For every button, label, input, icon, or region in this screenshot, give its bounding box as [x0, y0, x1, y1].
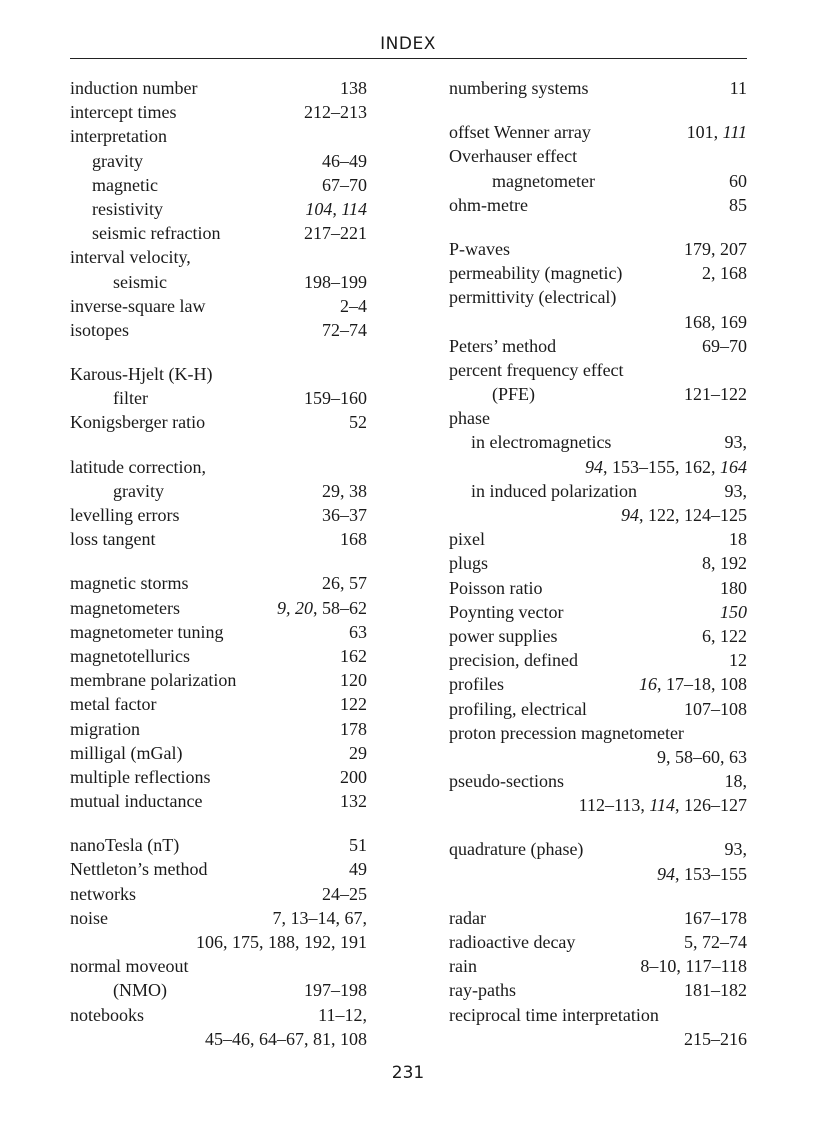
index-term: metal factor — [70, 694, 157, 715]
running-header: INDEX — [380, 34, 436, 54]
index-entry — [449, 358, 747, 382]
index-pages: 106, 175, 188, 192, 191 — [196, 932, 367, 952]
index-pages: 46–49 — [322, 150, 367, 171]
index-pages: 168, 169 — [684, 311, 747, 332]
index-entry — [449, 120, 747, 144]
section-gap — [449, 886, 747, 906]
index-entry-continued — [449, 169, 747, 193]
index-pages: 198–199 — [304, 271, 367, 292]
index-subentry — [449, 430, 747, 454]
index-entry — [449, 624, 747, 648]
index-pages: 94, 122, 124–125 — [621, 505, 747, 525]
index-pages: 159–160 — [304, 388, 367, 409]
index-entry — [449, 648, 747, 672]
index-entry — [449, 1003, 747, 1027]
index-pages: 181–182 — [684, 980, 747, 1001]
index-entry — [70, 833, 367, 857]
index-entry — [70, 362, 367, 386]
index-pages: 94, 153–155 — [657, 863, 747, 884]
index-entry — [70, 882, 367, 906]
index-entry — [449, 978, 747, 1002]
index-pages: 51 — [349, 835, 367, 856]
index-term: P-waves — [449, 238, 510, 259]
index-pages: 94, 153–155, 162, 164 — [585, 456, 747, 477]
index-subentry — [70, 197, 367, 221]
index-pages: 107–108 — [684, 698, 747, 719]
index-entry — [449, 721, 747, 745]
index-entry — [70, 644, 367, 668]
index-term: membrane polarization — [70, 670, 237, 691]
index-pages: 9, 20, 58–62 — [277, 597, 367, 618]
index-pages: 24–25 — [322, 883, 367, 904]
index-entry — [449, 334, 747, 358]
index-pages: 18, — [724, 771, 747, 792]
index-entry — [70, 527, 367, 551]
index-entry — [70, 741, 367, 765]
index-pages: 45–46, 64–67, 81, 108 — [205, 1028, 367, 1049]
index-term: loss tangent — [70, 529, 156, 550]
index-term: reciprocal time interpretation — [449, 1004, 659, 1025]
index-pages: 69–70 — [702, 335, 747, 356]
index-term: power supplies — [449, 625, 558, 646]
index-term: nanoTesla (nT) — [70, 835, 180, 856]
index-term: multiple reflections — [70, 766, 211, 787]
index-subentry — [70, 173, 367, 197]
index-entry — [70, 954, 367, 978]
index-term: magnetometer tuning — [70, 621, 224, 642]
index-term: noise — [70, 907, 108, 928]
index-term: interval velocity, — [70, 247, 191, 268]
index-pages-continued — [449, 1027, 747, 1051]
index-entry-continued — [70, 978, 367, 1002]
index-term: networks — [70, 883, 136, 904]
index-subentry — [449, 479, 747, 503]
index-entry — [70, 410, 367, 434]
index-term: resistivity — [92, 198, 163, 219]
index-term: normal moveout — [70, 956, 189, 977]
index-pages: 132 — [340, 791, 367, 812]
index-pages: 5, 72–74 — [684, 932, 747, 952]
index-entry — [449, 954, 747, 978]
index-pages: 7, 13–14, 67, — [272, 907, 367, 928]
section-gap — [70, 813, 367, 833]
index-pages: 52 — [349, 412, 367, 433]
index-pages: 93, — [724, 432, 747, 453]
index-pages: 36–37 — [322, 505, 367, 525]
index-entry — [449, 261, 747, 285]
index-pages-continued — [70, 1027, 367, 1051]
index-entry — [70, 571, 367, 595]
index-pages: 122 — [340, 694, 367, 715]
index-entry — [449, 930, 747, 954]
index-pages: 121–122 — [684, 384, 747, 405]
index-pages: 29 — [349, 742, 367, 763]
index-pages: 93, — [724, 839, 747, 860]
index-entry — [70, 245, 367, 269]
index-entry — [449, 906, 747, 930]
index-pages: 2, 168 — [702, 263, 747, 284]
index-entry — [70, 765, 367, 789]
section-gap — [449, 217, 747, 237]
index-pages-continued — [70, 930, 367, 954]
index-pages: 26, 57 — [322, 573, 367, 594]
index-pages: 63 — [349, 621, 367, 642]
index-term: in induced polarization — [471, 480, 637, 501]
index-subentry — [70, 221, 367, 245]
index-term: pixel — [449, 529, 485, 550]
index-term: numbering systems — [449, 78, 589, 98]
index-pages: 197–198 — [304, 980, 367, 1001]
index-term: proton precession magnetometer — [449, 722, 684, 743]
index-term: quadrature (phase) — [449, 839, 584, 860]
index-term: Karous-Hjelt (K-H) — [70, 364, 213, 385]
index-entry — [449, 600, 747, 624]
index-term: milligal (mGal) — [70, 742, 183, 763]
index-pages: 104, 114 — [305, 198, 367, 219]
index-pages: 60 — [729, 170, 747, 191]
index-term: Peters’ method — [449, 335, 557, 356]
header-rule — [70, 58, 747, 59]
index-term: latitude correction, — [70, 456, 206, 477]
index-entry — [449, 697, 747, 721]
index-term: (PFE) — [492, 384, 536, 405]
index-term: isotopes — [70, 319, 130, 340]
index-entry — [70, 789, 367, 813]
index-pages: 8–10, 117–118 — [640, 956, 747, 977]
index-column-left — [70, 76, 367, 1051]
index-entry — [70, 668, 367, 692]
index-entry — [70, 455, 367, 479]
index-pages: 93, — [724, 480, 747, 501]
index-term: in electromagnetics — [471, 432, 612, 453]
index-entry — [449, 76, 747, 100]
index-entry — [70, 906, 367, 930]
section-gap — [70, 551, 367, 571]
index-entry-continued — [70, 270, 367, 294]
page-number: 231 — [391, 1063, 425, 1083]
index-term: offset Wenner array — [449, 122, 591, 143]
section-gap — [449, 817, 747, 837]
index-term: precision, defined — [449, 650, 578, 671]
index-term: magnetometer — [492, 170, 595, 191]
index-term: (NMO) — [113, 980, 167, 1001]
index-term: magnetic storms — [70, 573, 189, 594]
index-entry — [449, 769, 747, 793]
index-entry — [70, 294, 367, 318]
index-term: magnetotellurics — [70, 645, 190, 666]
index-term: notebooks — [70, 1004, 144, 1025]
index-pages: 18 — [729, 529, 747, 550]
index-pages: 120 — [340, 670, 367, 691]
index-entry — [449, 193, 747, 217]
index-pages: 112–113, 114, 126–127 — [578, 795, 747, 816]
index-term: Nettleton’s method — [70, 859, 208, 880]
index-pages: 179, 207 — [684, 238, 747, 259]
section-gap — [70, 435, 367, 455]
index-pages-continued — [449, 455, 747, 479]
index-entry — [70, 857, 367, 881]
index-pages-continued — [449, 793, 747, 817]
index-term: radioactive decay — [449, 932, 576, 952]
index-term: mutual inductance — [70, 791, 203, 812]
index-pages: 162 — [340, 645, 367, 666]
index-entry — [449, 237, 747, 261]
index-pages: 101, 111 — [686, 122, 747, 143]
index-term: pseudo-sections — [449, 771, 564, 792]
index-term: seismic refraction — [92, 223, 221, 244]
index-term: profiles — [449, 674, 504, 695]
index-entry — [70, 1003, 367, 1027]
index-term: intercept times — [70, 102, 177, 123]
index-pages: 49 — [349, 859, 367, 880]
index-term: filter — [113, 388, 148, 409]
index-entry — [449, 672, 747, 696]
index-pages: 85 — [729, 194, 747, 215]
index-entry — [449, 144, 747, 168]
index-pages: 16, 17–18, 108 — [639, 674, 747, 695]
index-term: gravity — [113, 480, 164, 501]
index-term: induction number — [70, 78, 198, 98]
index-pages: 167–178 — [684, 907, 747, 928]
index-pages: 9, 58–60, 63 — [657, 746, 747, 767]
index-pages: 11–12, — [318, 1004, 367, 1025]
index-term: Overhauser effect — [449, 146, 578, 167]
index-entry-continued — [449, 382, 747, 406]
index-term: magnetometers — [70, 597, 180, 618]
index-entry — [449, 527, 747, 551]
index-term: permittivity (electrical) — [449, 287, 617, 308]
index-term: gravity — [92, 150, 143, 171]
index-entry — [70, 596, 367, 620]
index-term: radar — [449, 907, 486, 928]
index-term: inverse-square law — [70, 295, 206, 316]
index-entry — [449, 551, 747, 575]
index-entry — [449, 576, 747, 600]
index-pages: 180 — [720, 577, 747, 598]
index-entry — [70, 692, 367, 716]
index-entry — [70, 620, 367, 644]
index-pages: 29, 38 — [322, 480, 367, 501]
index-term: levelling errors — [70, 505, 180, 525]
index-term: plugs — [449, 553, 489, 574]
index-pages: 12 — [729, 650, 747, 671]
index-pages: 6, 122 — [702, 625, 747, 646]
index-pages: 150 — [720, 601, 747, 622]
index-term: ray-paths — [449, 980, 516, 1001]
index-term: phase — [449, 408, 490, 429]
index-term: permeability (magnetic) — [449, 263, 623, 284]
index-column-right — [449, 76, 747, 1051]
index-entry-continued — [70, 479, 367, 503]
index-term: migration — [70, 718, 140, 739]
index-entry — [70, 124, 367, 148]
index-term: interpretation — [70, 126, 167, 147]
index-term: seismic — [113, 271, 167, 292]
index-pages: 178 — [340, 718, 367, 739]
index-pages: 2–4 — [340, 295, 367, 316]
index-pages: 67–70 — [322, 174, 367, 195]
index-entry — [70, 503, 367, 527]
index-term: Poynting vector — [449, 601, 564, 622]
index-term: Poisson ratio — [449, 577, 543, 598]
index-entry — [449, 406, 747, 430]
index-entry — [70, 76, 367, 100]
index-term: magnetic — [92, 174, 158, 195]
index-subentry — [70, 149, 367, 173]
index-term: Konigsberger ratio — [70, 412, 206, 433]
index-pages-continued — [449, 862, 747, 886]
index-entry — [70, 318, 367, 342]
index-entry — [449, 837, 747, 861]
index-term: percent frequency effect — [449, 359, 624, 380]
index-term: ohm-metre — [449, 194, 528, 215]
section-gap — [449, 100, 747, 120]
index-pages: 217–221 — [304, 223, 367, 244]
index-pages-continued — [449, 745, 747, 769]
index-term: profiling, electrical — [449, 698, 587, 719]
index-entry — [70, 717, 367, 741]
index-entry-continued — [70, 386, 367, 410]
index-entry — [70, 100, 367, 124]
index-pages: 200 — [340, 766, 367, 787]
index-pages-continued — [449, 503, 747, 527]
index-pages-continued — [449, 310, 747, 334]
section-gap — [70, 342, 367, 362]
index-pages: 138 — [340, 78, 367, 98]
index-pages: 8, 192 — [702, 553, 747, 574]
index-term: rain — [449, 956, 477, 977]
index-pages: 72–74 — [322, 319, 367, 340]
index-pages: 215–216 — [684, 1028, 747, 1049]
index-pages: 168 — [340, 529, 367, 550]
index-pages: 212–213 — [304, 102, 367, 123]
index-pages: 11 — [729, 78, 747, 98]
index-entry — [449, 285, 747, 309]
